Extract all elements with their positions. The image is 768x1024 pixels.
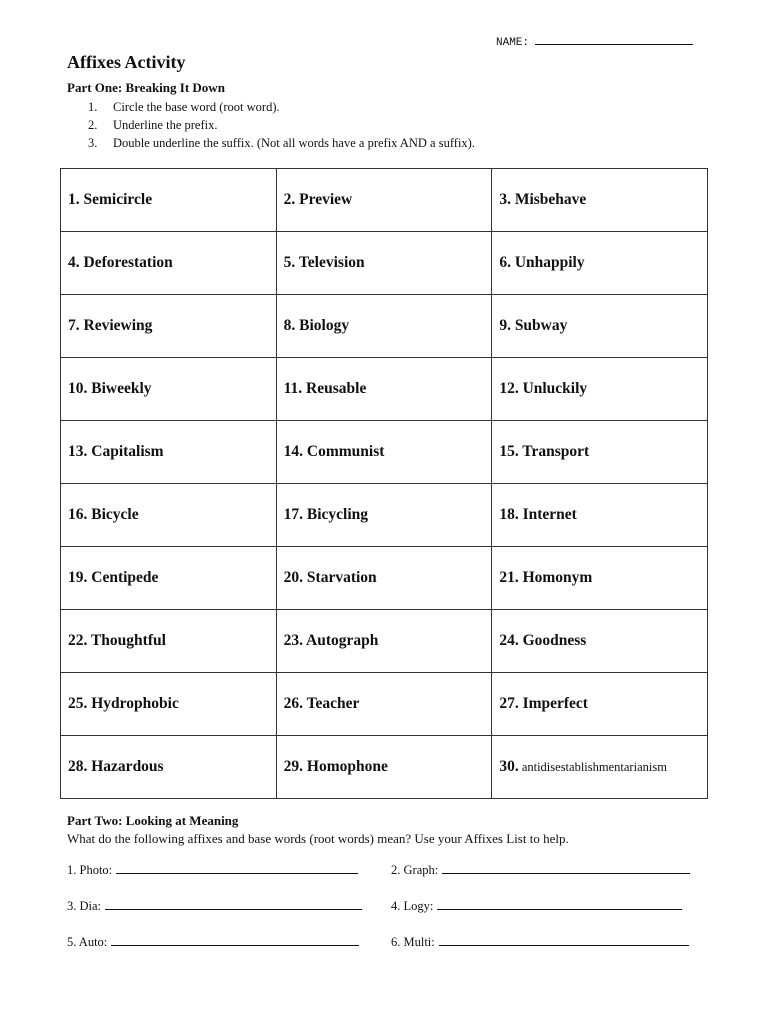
- word-cell[interactable]: 18. Internet: [492, 484, 708, 547]
- word-cell[interactable]: 26. Teacher: [276, 673, 492, 736]
- instruction-item: [88, 98, 475, 116]
- part-one-heading: Part One: Breaking It Down: [67, 80, 225, 95]
- answer-blank[interactable]: [442, 861, 690, 874]
- instruction-item: [88, 134, 475, 152]
- table-row: [61, 484, 708, 547]
- field-label: 3. Dia:: [67, 899, 102, 913]
- word-cell[interactable]: 25. Hydrophobic: [61, 673, 277, 736]
- word-cell[interactable]: 9. Subway: [492, 295, 708, 358]
- field-label: 6. Multi:: [391, 935, 435, 949]
- word-cell[interactable]: 10. Biweekly: [61, 358, 277, 421]
- field-label: 2. Graph:: [391, 863, 439, 877]
- word-cell[interactable]: 17. Bicycling: [276, 484, 492, 547]
- word-cell[interactable]: 11. Reusable: [276, 358, 492, 421]
- field-label: 5. Auto:: [67, 935, 108, 949]
- word-cell[interactable]: 24. Goodness: [492, 610, 708, 673]
- word-cell[interactable]: 12. Unluckily: [492, 358, 708, 421]
- word-text: antidisestablishmentarianism: [521, 760, 667, 774]
- word-cell[interactable]: 6. Unhappily: [492, 232, 708, 295]
- word-cell[interactable]: 27. Imperfect: [492, 673, 708, 736]
- word-cell[interactable]: 23. Autograph: [276, 610, 492, 673]
- instruction-text: Underline the prefix.: [113, 118, 218, 132]
- answer-blank[interactable]: [439, 933, 689, 946]
- word-cell[interactable]: 16. Bicycle: [61, 484, 277, 547]
- word-cell[interactable]: 29. Homophone: [276, 736, 492, 799]
- word-cell[interactable]: 1. Semicircle: [61, 169, 277, 232]
- table-row: [61, 736, 708, 799]
- word-number: 30.: [499, 758, 519, 775]
- word-cell[interactable]: 14. Communist: [276, 421, 492, 484]
- name-blank-line[interactable]: [535, 34, 693, 45]
- word-cell[interactable]: 21. Homonym: [492, 547, 708, 610]
- instructions-list: [88, 98, 475, 152]
- instruction-number: 1.: [88, 100, 98, 114]
- answer-blank[interactable]: [111, 933, 359, 946]
- meaning-field-dia: [67, 897, 362, 914]
- instruction-text: Circle the base word (root word).: [113, 100, 280, 114]
- word-cell-long[interactable]: [492, 736, 708, 799]
- word-cell[interactable]: 7. Reviewing: [61, 295, 277, 358]
- instruction-item: [88, 116, 475, 134]
- table-row: [61, 232, 708, 295]
- word-cell[interactable]: 4. Deforestation: [61, 232, 277, 295]
- word-cell[interactable]: 19. Centipede: [61, 547, 277, 610]
- word-cell[interactable]: 3. Misbehave: [492, 169, 708, 232]
- part-two-intro: What do the following affixes and base words (root words) mean? Use your Affixes List to help.: [67, 831, 569, 846]
- answer-blank[interactable]: [105, 897, 362, 910]
- word-cell[interactable]: 20. Starvation: [276, 547, 492, 610]
- instruction-text: Double underline the suffix. (Not all words have a prefix AND a suffix).: [113, 136, 475, 150]
- table-row: [61, 547, 708, 610]
- word-cell[interactable]: 8. Biology: [276, 295, 492, 358]
- word-cell[interactable]: 22. Thoughtful: [61, 610, 277, 673]
- table-row: [61, 421, 708, 484]
- worksheet-title: Affixes Activity: [67, 52, 186, 72]
- table-row: [61, 610, 708, 673]
- instruction-number: 3.: [88, 136, 98, 150]
- meaning-field-graph: [391, 861, 690, 878]
- word-cell[interactable]: 5. Television: [276, 232, 492, 295]
- meaning-field-photo: [67, 861, 358, 878]
- name-label: NAME:: [496, 37, 530, 49]
- answer-blank[interactable]: [437, 897, 682, 910]
- field-label: 4. Logy:: [391, 899, 434, 913]
- meaning-field-multi: [391, 933, 689, 950]
- name-field: [496, 34, 693, 49]
- table-row: [61, 358, 708, 421]
- word-cell[interactable]: 13. Capitalism: [61, 421, 277, 484]
- table-row: [61, 295, 708, 358]
- instruction-number: 2.: [88, 118, 98, 132]
- meaning-field-logy: [391, 897, 682, 914]
- word-cell[interactable]: 2. Preview: [276, 169, 492, 232]
- word-cell[interactable]: 15. Transport: [492, 421, 708, 484]
- field-label: 1. Photo:: [67, 863, 113, 877]
- word-cell[interactable]: 28. Hazardous: [61, 736, 277, 799]
- word-table: [60, 168, 708, 799]
- table-row: [61, 673, 708, 736]
- meaning-field-auto: [67, 933, 359, 950]
- part-two-heading: Part Two: Looking at Meaning: [67, 813, 239, 828]
- table-row: [61, 169, 708, 232]
- answer-blank[interactable]: [116, 861, 358, 874]
